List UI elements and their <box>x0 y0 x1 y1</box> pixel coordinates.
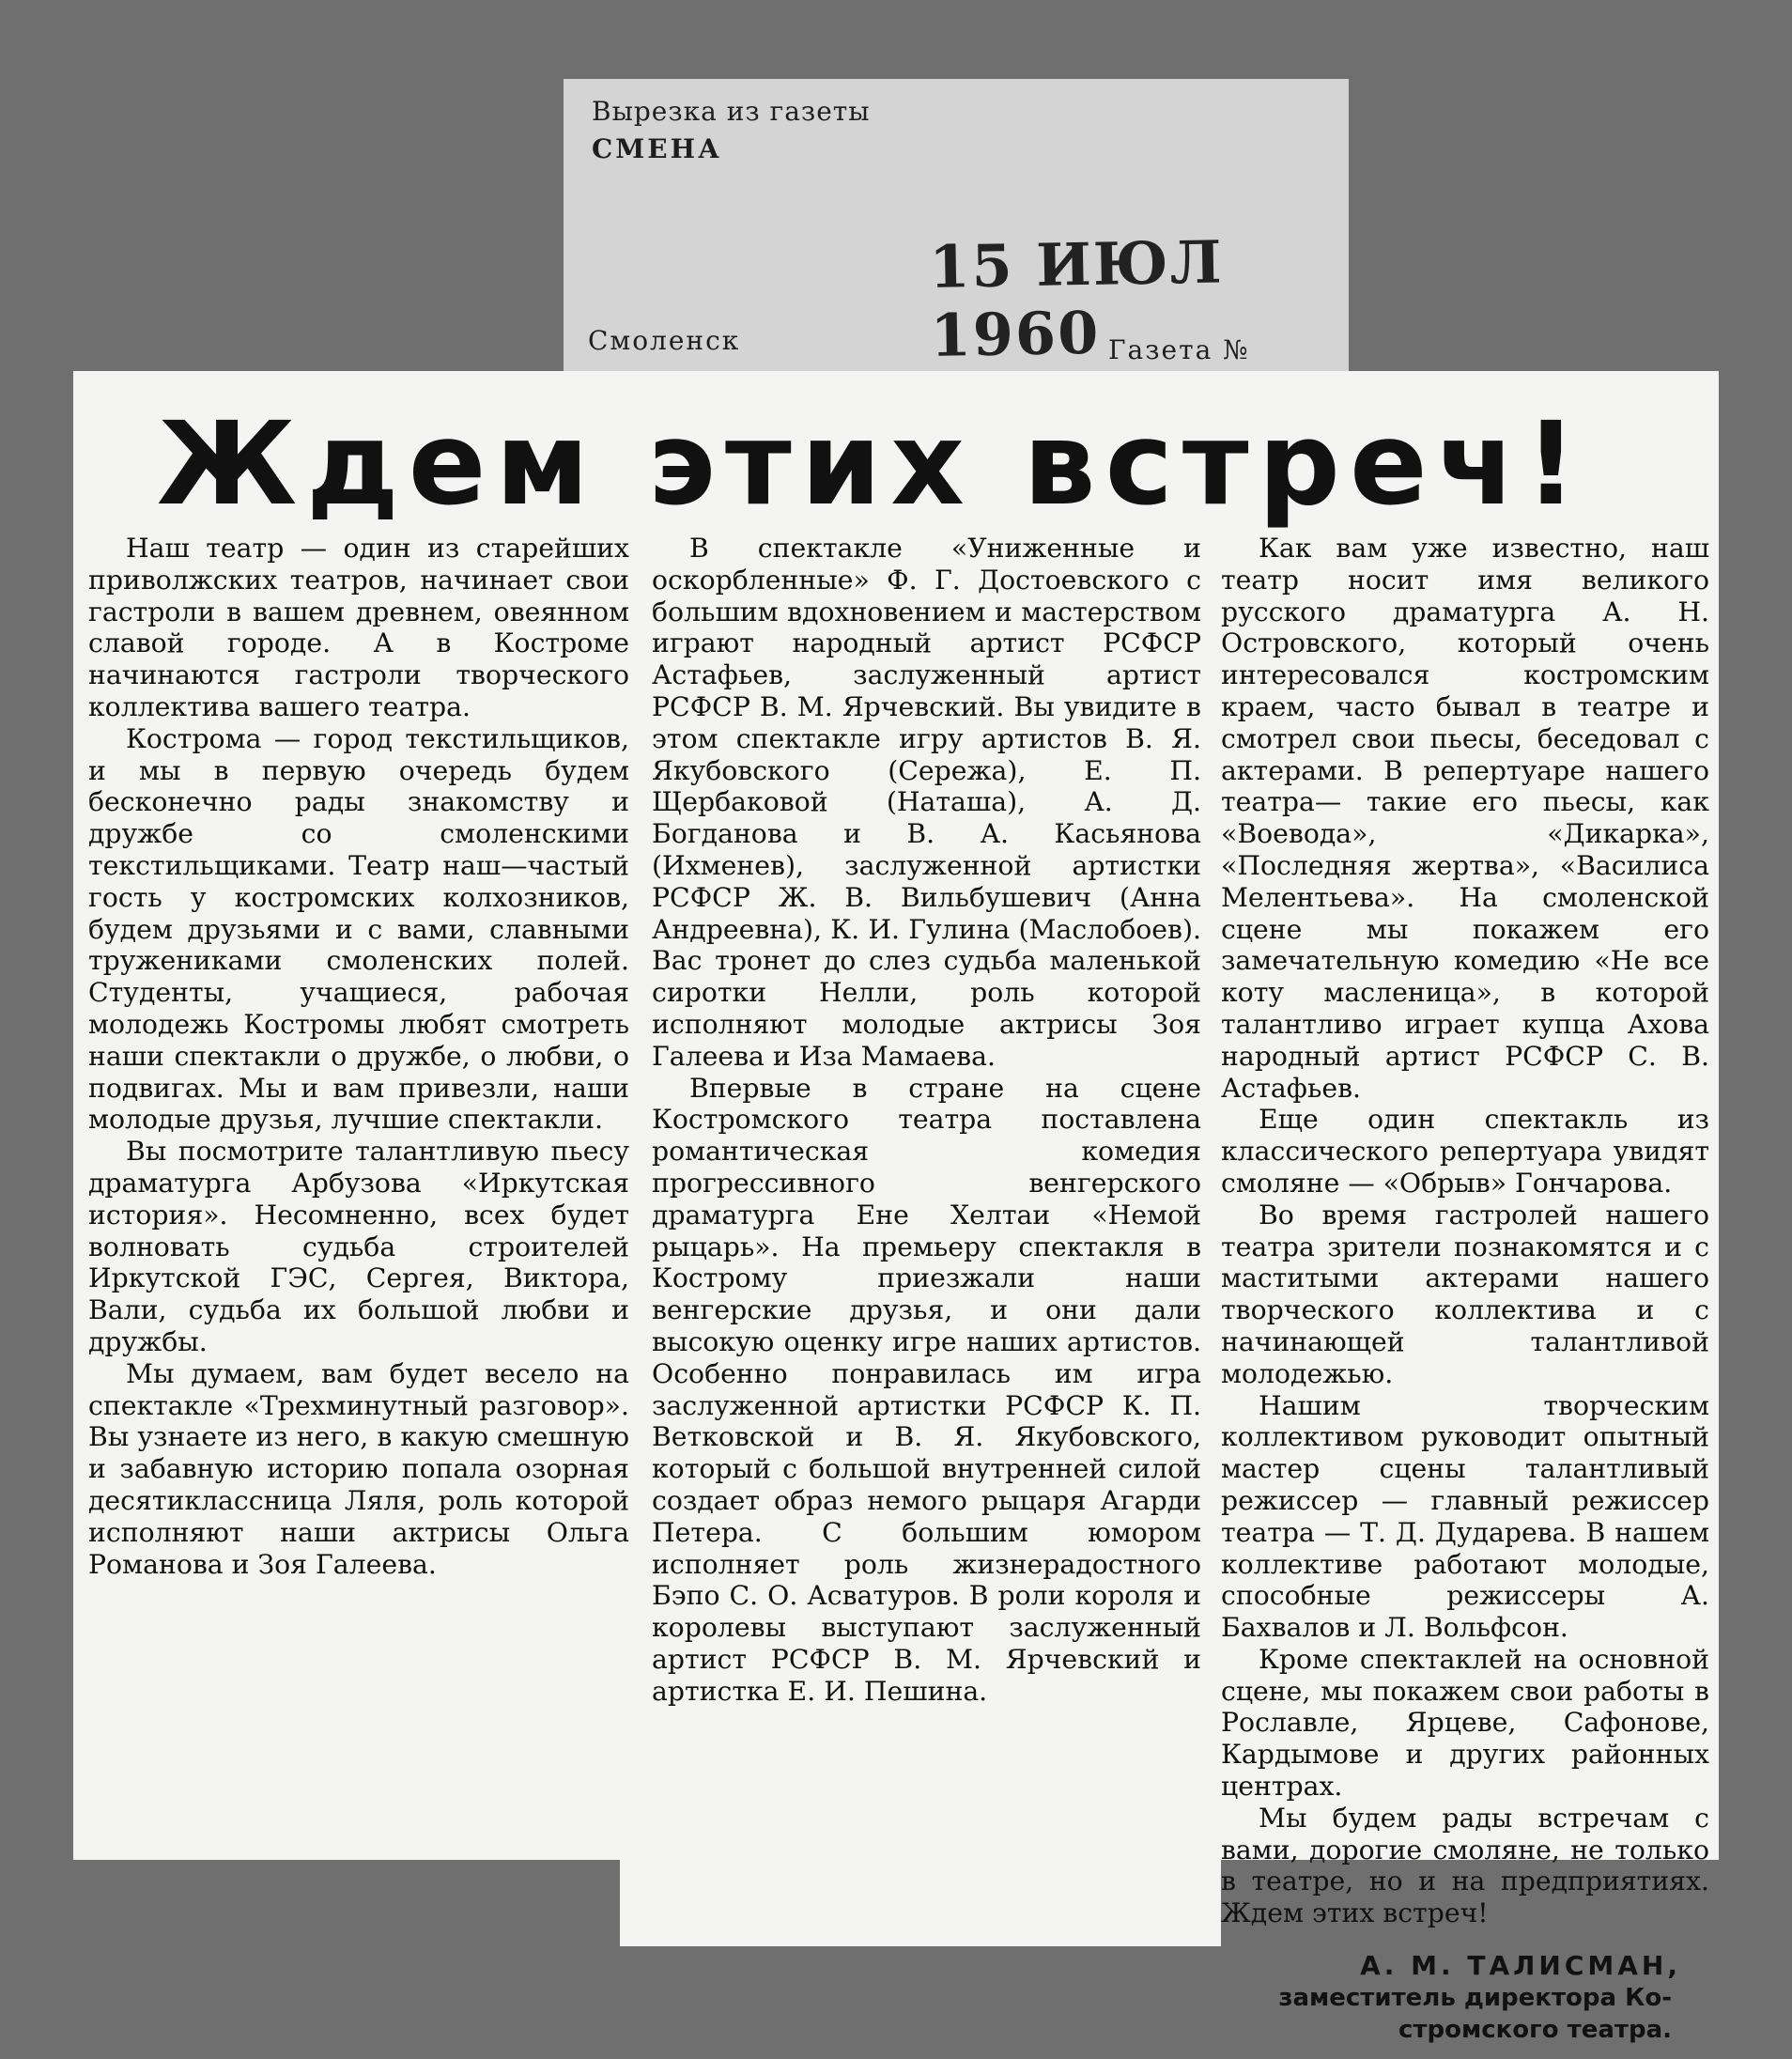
article-column-1 <box>88 533 629 1580</box>
paragraph: В спектакле «Униженные и оскорбленные» Ф. Г. Достоевского с большим вдохновением и мастерством играют народный артист РСФСР Астафьев, заслуженный артист РСФСР В. М. Ярчевский. Вы увидите в этом спектакле игру артистов В. Я. Якубовского (Сережа), Е. П. Щербаковой (Наташа), А. Д. Богданова и В. А. Касьянова (Ихменев), заслуженной артистки РСФСР Ж. В. Вильбушевич (Анна Андреевна), К. И. Гулина (Маслобоев). Вас тронет до слез судьба маленькой сиротки Нелли, роль которой исполняют молодые актрисы Зоя Галеева и Иза Мамаева. <box>652 533 1201 1072</box>
paragraph: Мы будем рады встречам с вами, дорогие смоляне, не только в театре, но и на предприятиях. Ждем этих встреч! <box>1221 1802 1709 1929</box>
label-newspaper: СМЕНА <box>592 133 722 164</box>
paragraph: Нашим творческим коллективом руководит опытный мастер сцены талантливый режиссер — главный режиссер театра — Т. Д. Дударева. В нашем коллективе работают молодые, способные режиссеры А. Бахвалов и Л. Вольфсон. <box>1221 1389 1709 1644</box>
article-column-2 <box>652 533 1201 1707</box>
paragraph: Впервые в стране на сцене Костромского театра поставлена романтическая комедия прогрессивного венгерского драматурга Ене Хелтаи «Немой рыцарь». На премьеру спектакля в Кострому приезжали наши венгерские друзья, и они дали высокую оценку игре наших артистов. Особенно понравилась им игра заслуженной артистки РСФСР К. П. Ветковской и В. Я. Якубовского, который с большой внутренней силой создает образ немого рыцаря Агарди Петера. С большим юмором исполняет роль жизнерадостного Бэпо С. О. Асватуров. В роли короля и королевы выступают заслуженный артист РСФСР В. М. Ярчевский и артистка Е. И. Пешина. <box>652 1072 1201 1707</box>
paragraph: Вы посмотрите талантливую пьесу драматурга Арбузова «Иркутская история». Несомненно, всех будет волновать судьба строителей Иркутской ГЭС, Сергея, Виктора, Вали, судьба их большой любви и дружбы. <box>88 1136 629 1357</box>
date-stamp: 15 ИЮЛ 1960 <box>928 227 1225 370</box>
newspaper-clipping <box>73 371 1719 2044</box>
paragraph: Кроме спектаклей на основной сцене, мы покажем свои работы в Рославле, Ярцеве, Сафонове, Кардымове и других районных центрах. <box>1221 1643 1709 1803</box>
label-issue: Газета № <box>1108 334 1250 365</box>
paragraph: Наш театр — один из старейших приволжских театров, начинает свои гастроли в вашем древнем, овеянном славой городе. А в Костроме начинаются гастроли творческого коллектива вашего театра. <box>88 533 629 722</box>
article-column-3 <box>1221 533 1709 2046</box>
article-signature <box>1221 1950 1709 2046</box>
author-role-line-2: стромского театра. <box>1398 2015 1672 2044</box>
article-headline: Ждем этих встреч! <box>156 397 1587 531</box>
label-source: Вырезка из газеты <box>592 96 871 127</box>
paragraph: Во время гастролей нашего театра зрители познакомятся и с маститыми актерами нашего творческого коллектива и с начинающей талантливой молодежью. <box>1221 1199 1709 1389</box>
paragraph: Мы думаем, вам будет весело на спектакле «Трехминутный разговор». Вы узнаете из него, в какую смешную и забавную историю попала озорная десятиклассница Ляля, роль которой исполняют наши актрисы Ольга Романова и Зоя Галеева. <box>88 1357 629 1580</box>
clipping-tail <box>620 1860 1221 1946</box>
label-city: Смоленск <box>588 325 741 356</box>
author-role-line-1: заместитель директора Ко- <box>1278 1983 1672 2012</box>
clipping-label-slip <box>564 79 1349 381</box>
paragraph: Кострома — город текстильщиков, и мы в первую очередь будем бесконечно рады знакомству и дружбе со смоленскими текстильщиками. Театр наш—частый гость у костромских колхозников, будем друзьями и с вами, славными тружениками смоленских полей. Студенты, учащиеся, рабочая молодежь Костромы любят смотреть наши спектакли о дружбе, о любви, о подвигах. Мы и вам привезли, наши молодые друзья, лучшие спектакли. <box>88 722 629 1136</box>
author-name: А. М. ТАЛИСМАН, <box>1360 1950 1681 1982</box>
paragraph: Еще один спектакль из классического репертуара увидят смоляне — «Обрыв» Гончарова. <box>1221 1104 1709 1199</box>
paragraph: Как вам уже известно, наш театр носит имя великого русского драматурга А. Н. Островского, который очень интересовался костромским краем, часто бывал в театре и смотрел свои пьесы, беседовал с актерами. В репертуаре нашего театра— такие его пьесы, как «Воевода», «Дикарка», «Последняя жертва», «Василиса Мелентьева». На смоленской сцене мы покажем его замечательную комедию «Не все коту масленица», в которой талантливо играет купца Ахова народный артист РСФСР С. В. Астафьев. <box>1221 533 1709 1104</box>
